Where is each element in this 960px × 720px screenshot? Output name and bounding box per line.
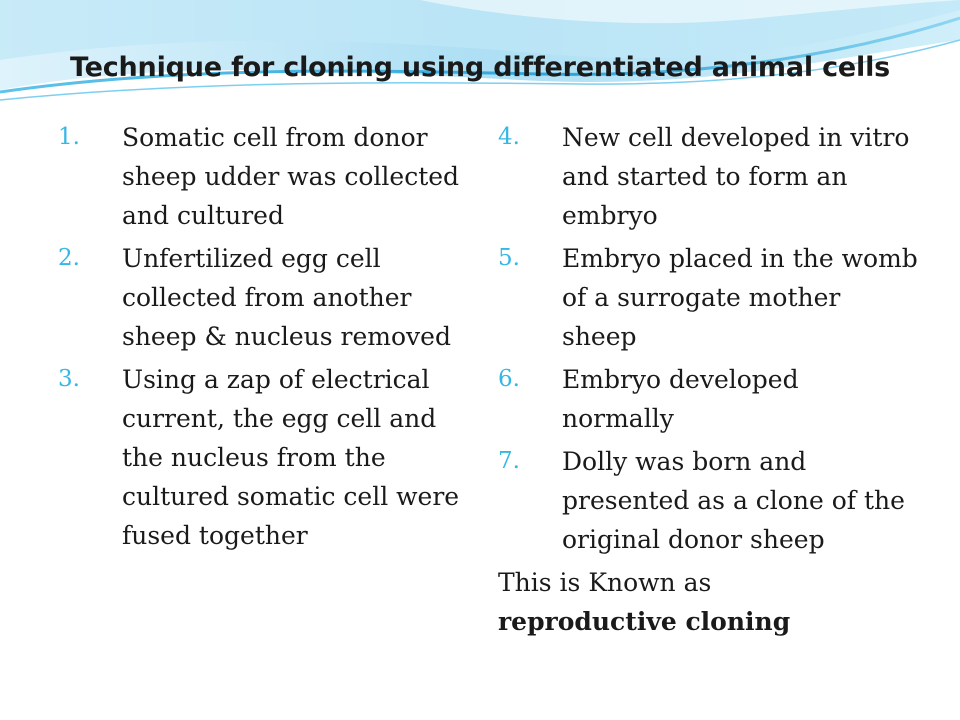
step-number: 2. bbox=[58, 245, 80, 271]
step-number: 7. bbox=[498, 448, 520, 474]
conclusion-bold-text: reproductive cloning bbox=[498, 607, 791, 636]
list-item bbox=[58, 118, 468, 235]
list-item bbox=[498, 239, 918, 356]
list-item bbox=[58, 239, 468, 356]
right-steps-list bbox=[498, 118, 918, 641]
list-item bbox=[498, 360, 918, 438]
list-item bbox=[498, 118, 918, 235]
step-text: Embryo placed in the womb of a surrogate mother sheep bbox=[562, 244, 918, 351]
conclusion-plain-text: This is Known as bbox=[498, 568, 712, 597]
step-text: Unfertilized egg cell collected from another sheep & nucleus removed bbox=[122, 244, 451, 351]
list-item bbox=[498, 442, 918, 559]
left-steps-list bbox=[58, 118, 468, 559]
list-item bbox=[58, 360, 468, 555]
step-text: New cell developed in vitro and started to form an embryo bbox=[562, 123, 910, 230]
step-text: Embryo developed normally bbox=[562, 365, 799, 433]
step-number: 3. bbox=[58, 366, 80, 392]
step-text: Using a zap of electrical current, the egg cell and the nucleus from the cultured somatic cell were fused together bbox=[122, 365, 460, 550]
step-number: 4. bbox=[498, 124, 520, 150]
step-text: Dolly was born and presented as a clone of the original donor sheep bbox=[562, 447, 905, 554]
step-number: 6. bbox=[498, 366, 520, 392]
step-number: 5. bbox=[498, 245, 520, 271]
step-number: 1. bbox=[58, 124, 80, 150]
slide-title: Technique for cloning using differentiated animal cells bbox=[69, 52, 890, 83]
step-text: Somatic cell from donor sheep udder was collected and cultured bbox=[122, 123, 460, 230]
conclusion-note bbox=[498, 563, 918, 641]
